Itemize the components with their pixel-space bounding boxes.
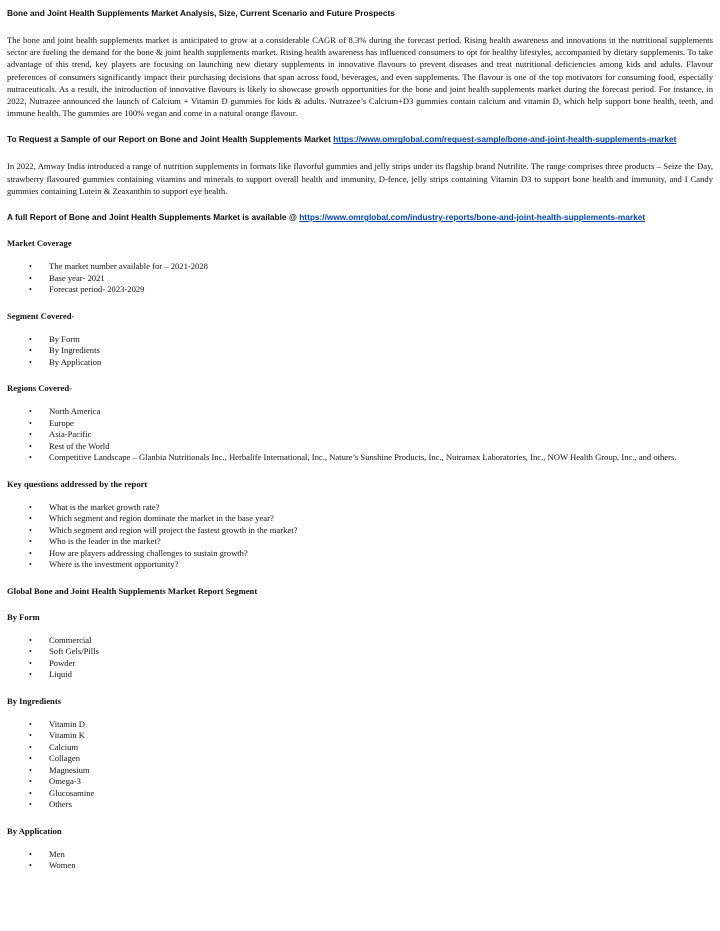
list-item: • Men: [7, 849, 713, 861]
list-item: • How are players addressing challenges to sustain growth?: [7, 548, 713, 560]
amway-paragraph: In 2022, Amway India introduced a range of nutrition supplements in formats like flavorful gummies and jelly strips under its flagship brand Nutrilite. The range comprises three products – Seize the Day, strawberry flavoured gummies containing vitamins and minerals to support overall health and immunity, D-fence, jelly strips containing Vitamin D3 to support bone health and immunity, and I Candy gummies containing Lutein & Zeaxanthin to support eye health.: [7, 161, 713, 196]
list-item: • Commercial: [7, 635, 713, 647]
list-item: • Which segment and region dominate the market in the base year?: [7, 513, 713, 525]
list-item: • By Application: [7, 357, 713, 369]
list-item: • Liquid: [7, 669, 713, 681]
segment-covered-list: [7, 334, 713, 369]
document-page: [7, 8, 713, 872]
list-item: • Others: [7, 799, 713, 811]
list-item: • Calcium: [7, 742, 713, 754]
key-questions-list: [7, 502, 713, 571]
list-item: • Forecast period- 2023-2029: [7, 284, 713, 296]
list-item: • Rest of the World: [7, 441, 713, 453]
full-report-line: [7, 212, 713, 223]
list-item: • The market number available for – 2021-2028: [7, 261, 713, 273]
report-segment-heading: Global Bone and Joint Health Supplements Market Report Segment: [7, 585, 258, 596]
list-item: • Magnesium: [7, 765, 713, 777]
segment-covered-heading: Segment Covered-: [7, 310, 75, 321]
full-report-link[interactable]: https://www.omrglobal.com/industry-reports/bone-and-joint-health-supplements-market: [299, 212, 646, 223]
list-item: • By Form: [7, 334, 713, 346]
full-report-label: A full Report of Bone and Joint Health Supplements Market is available @: [7, 212, 300, 223]
by-application-heading: By Application: [7, 825, 62, 836]
market-coverage-list: [7, 261, 713, 296]
list-item: • Competitive Landscape – Glanbia Nutritionals Inc., Herbalife International, Inc., Nature’s Sunshine Products, Inc., Nutramax Laboratories, Inc., NOW Health Group, Inc., and others.: [7, 452, 713, 464]
list-item: • Where is the investment opportunity?: [7, 559, 713, 571]
list-item: • Vitamin D: [7, 719, 713, 731]
regions-covered-heading: Regions Covered-: [7, 383, 73, 394]
list-item: • Soft Gels/Pills: [7, 646, 713, 658]
list-item: • Vitamin K: [7, 730, 713, 742]
list-item: • North America: [7, 406, 713, 418]
list-item: • By Ingredients: [7, 345, 713, 357]
list-item: • Collagen: [7, 753, 713, 765]
list-item: • Asia-Pacific: [7, 429, 713, 441]
list-item: • Women: [7, 860, 713, 872]
by-application-list: [7, 849, 713, 872]
regions-covered-list: [7, 406, 713, 464]
sample-request-label: To Request a Sample of our Report on Bone and Joint Health Supplements Market: [7, 134, 334, 145]
key-questions-heading: Key questions addressed by the report: [7, 478, 148, 489]
by-ingredients-list: [7, 719, 713, 811]
by-ingredients-heading: By Ingredients: [7, 695, 62, 706]
document-title: Bone and Joint Health Supplements Market Analysis, Size, Current Scenario and Future Prospects: [7, 8, 395, 18]
list-item: • What is the market growth rate?: [7, 502, 713, 514]
sample-request-line: [7, 134, 713, 145]
sample-request-link[interactable]: https://www.omrglobal.com/request-sample/bone-and-joint-health-supplements-market: [333, 134, 677, 145]
list-item: • Glucosamine: [7, 788, 713, 800]
by-form-list: [7, 635, 713, 681]
market-coverage-heading: Market Coverage: [7, 238, 72, 249]
intro-paragraph: [7, 34, 713, 119]
intro-lead: The bone and joint health supplements market: [7, 35, 170, 45]
list-item: • Which segment and region will project the fastest growth in the market?: [7, 525, 713, 537]
by-form-heading: By Form: [7, 611, 40, 622]
list-item: • Base year- 2021: [7, 273, 713, 285]
list-item: • Europe: [7, 418, 713, 430]
list-item: • Powder: [7, 658, 713, 670]
list-item: • Omega-3: [7, 776, 713, 788]
intro-text: is anticipated to grow at a considerable CAGR of 8.3% during the forecast period. Rising health awareness and innovations in the nutritional supplements sector are fueling the demand for the bone & joint health supplements market. Rising health awareness has influenced consumers to opt for healthy lifestyles, accompanied by dietary supplements. To take advantage of this trend, key players are focusing on launching new dietary supplements in innovative flavours to prevent diseases and treat nutritional deficiencies among kids and adults. Flavour preferences of consumers significantly impact their purchasing decisions that span across food, beverages, and even supplements. The flavour is one of the top motivators for consuming food, especially nutraceuticals. As a result, the introduction of innovative flavours is likely to showcase growth opportunities for the bone and joint health supplements market during the forecast period. For instance, in 2022, Nutrazee announced the launch of Calcium + Vitamin D gummies for kids & adults. Nutrazee’s Calcium+D3 gummies contain calcium and vitamin D, which help support bone health, teeth, and immune health. The gummies are 100% vegan and come in a natural orange flavour.: [7, 35, 713, 119]
list-item: • Who is the leader in the market?: [7, 536, 713, 548]
